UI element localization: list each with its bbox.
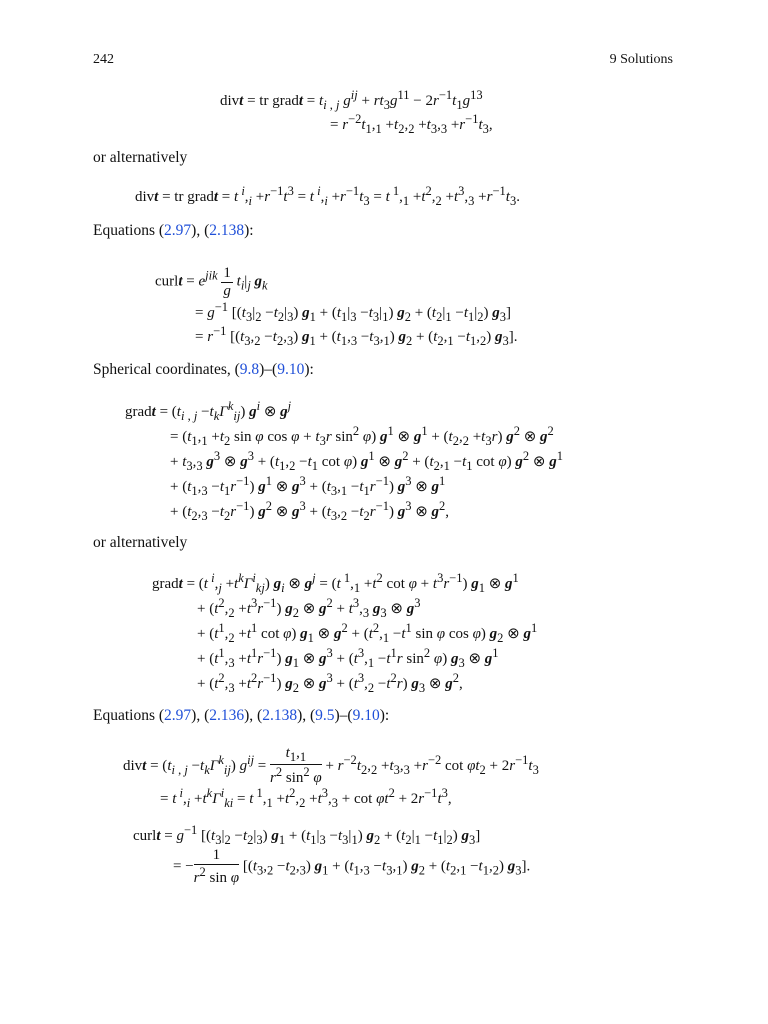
equation-grad-line2: = ($t_1,_1 +t_2$ sin φ $\cos \varphi + t_3r$ $\sin^2 \varphi$) $g^1$ ⊗ $g^1 + (t_2,_2 +t_3r)$ $g^2$ ⊗ $g^2$ <box>170 424 554 448</box>
link-eq-9-8[interactable]: 9.8 <box>239 361 260 378</box>
text-equations-ref-1: Equations (2.97), (2.138): <box>93 222 254 239</box>
equation-grad-line5: + $(t_2,_3 -t_2r^{-1})$ $g^2$ ⊗ $g^3 + (t_3,_2 -t_2r^{-1})$ $g^3$ ⊗ $g^2$, <box>170 499 450 523</box>
equation-grad-line1: gradt = $(t_{i , j} -t_k\Gamma^k_{ij})$ $g^i$ ⊗ $g^j$ <box>125 399 292 423</box>
equation-grad-alt-line5: + $(t^2,_3 +t^2r^{-1})$ $g_2$ ⊗ $g^3 + (t^3,_2 -t^2r)$ $g_3$ ⊗ $g^2$, <box>197 671 463 695</box>
link-eq-9-10[interactable]: 9.10 <box>277 361 305 378</box>
link-eq-2-97[interactable]: 2.97 <box>164 222 192 239</box>
running-header: 9 Solutions <box>609 52 673 67</box>
equation-div-line2: = $r^{-2}t_1,_1 +t_2,_2 +t_3,_3 +r^{-1}t_3$, <box>330 112 493 136</box>
equation-curl-line1: curlt = $e^{jik}$ $\frac{1}{g}$ $t_i|_j$ $g_k$ <box>155 265 268 299</box>
link-eq-2-136[interactable]: 2.136 <box>209 707 245 724</box>
equation-grad-alt-line4: + $(t^1,_3 +t^1r^{-1})$ $g_1$ ⊗ $g^3 + (t^3,_1 -t^1r$ $\sin^2 \varphi$) $g_3$ ⊗ $g^1$ <box>197 646 499 670</box>
link-eq-2-138[interactable]: 2.138 <box>262 707 298 724</box>
link-eq-2-138[interactable]: 2.138 <box>209 222 245 239</box>
text-spherical-coordinates: Spherical coordinates, (9.8)–(9.10): <box>93 361 314 378</box>
text-or-alternatively-2: or alternatively <box>93 534 188 551</box>
equation-div-alternative: divt = tr gradt = t $^i,_i +r^{-1}t^3 = t$ $^i,_i +r^{-1}t_3 = t$ $^1,_1 +t^2,_2 +t^3,_3 +r^{-1}t_3$. <box>135 184 520 208</box>
equation-grad-line3: + $t_3,_3$ $g^3$ ⊗ $g^3 + (t_1,_2 -t_1$ cot φ) $g^1$ ⊗ $g^2 + (t_2,_1 -t_1$ cot φ) $g^2$ ⊗ $g^1$ <box>170 449 563 473</box>
link-eq-9-5[interactable]: 9.5 <box>315 707 335 724</box>
link-eq-2-97[interactable]: 2.97 <box>164 707 192 724</box>
text-or-alternatively-1: or alternatively <box>93 149 188 166</box>
equation-grad-alt-line2: + $(t^2,_2 +t^3r^{-1})$ $g_2$ ⊗ $g^2 + t^3,_3$ $g_3$ ⊗ $g^3$ <box>197 596 421 620</box>
equation-grad-alt-line1: gradt = (t $^i,_j +t^k\Gamma^i_{kj}$) $g_i$ ⊗ $g^j = (t$ $^1,_1 +t^2$ $\cot \varphi + t^3r^{-1}$) $g_1$ ⊗ $g^1$ <box>152 571 519 595</box>
equation-curl-spherical-line1: curlt = $g^{-1}$ [$(t_3|_2 -t_2|_3) g_1 + (t_1|_3 -t_3|_1) g_2 + (t_2|_1 -t_1|_2)$ $g_3$] <box>133 823 481 847</box>
equation-curl-spherical-line2: = − $\frac{1}{r^2 \sin \varphi}$ [$(t_3,_2 -t_2,_3) g_1 + (t_1,_3 -t_3,_1) g_2 + (t_2,_1 -t_1,_2)$ $g_3$]. <box>173 847 531 887</box>
text-equations-ref-2: Equations (2.97), (2.136), (2.138), (9.5)–(9.10): <box>93 707 390 724</box>
equation-div-line1: divt = tr gradt = $t_{i , j}$ $g^{ij} + rt_3g^{11} - 2r^{-1}t_1g^{13}$ <box>220 88 483 112</box>
equation-curl-line3: = $r^{-1}$ [$(t_3,_2 -t_2,_3) g_1 + (t_1,_3 -t_3,_1) g_2 + (t_2,_1 -t_1,_2)$ $g_3$]. <box>195 324 518 348</box>
equation-div-spherical-line1: divt = $(t_{i , j} -t_k\Gamma^k_{ij}) g^{ij}$ = $\frac{t_1,_1}{r^2 \sin^2 \varphi}$ + $r^{-2}t_2,_2 +t_3,_3 +r^{-2}$ $\cot \varphi t_2 + 2r^{-1}t_3$ <box>123 745 539 787</box>
equation-grad-alt-line3: + ($t^1,_2 +t^1$ cot φ) $g_1$ ⊗ $g^2 + (t^2,_1 -t^1$ sin φ cos φ) $g_2$ ⊗ $g^1$ <box>197 621 538 645</box>
page-number: 242 <box>93 52 114 67</box>
equation-curl-line2: = $g^{-1}$ [$(t_3|_2 -t_2|_3) g_1 + (t_1|_3 -t_3|_1) g_2 + (t_2|_1 -t_1|_2)$ $g_3$] <box>195 300 511 324</box>
equation-grad-line4: + $(t_1,_3 -t_1r^{-1})$ $g^1$ ⊗ $g^3 + (t_3,_1 -t_1r^{-1})$ $g^3$ ⊗ $g^1$ <box>170 474 446 498</box>
link-eq-9-10[interactable]: 9.10 <box>352 707 380 724</box>
equation-div-spherical-line2: = t $^i,_i +t^k\Gamma^i_{ki} = t$ $^1,_1 +t^2,_2 +t^3,_3 + \cot \varphi t^2 + 2r^{-1}t^3$, <box>160 786 452 810</box>
